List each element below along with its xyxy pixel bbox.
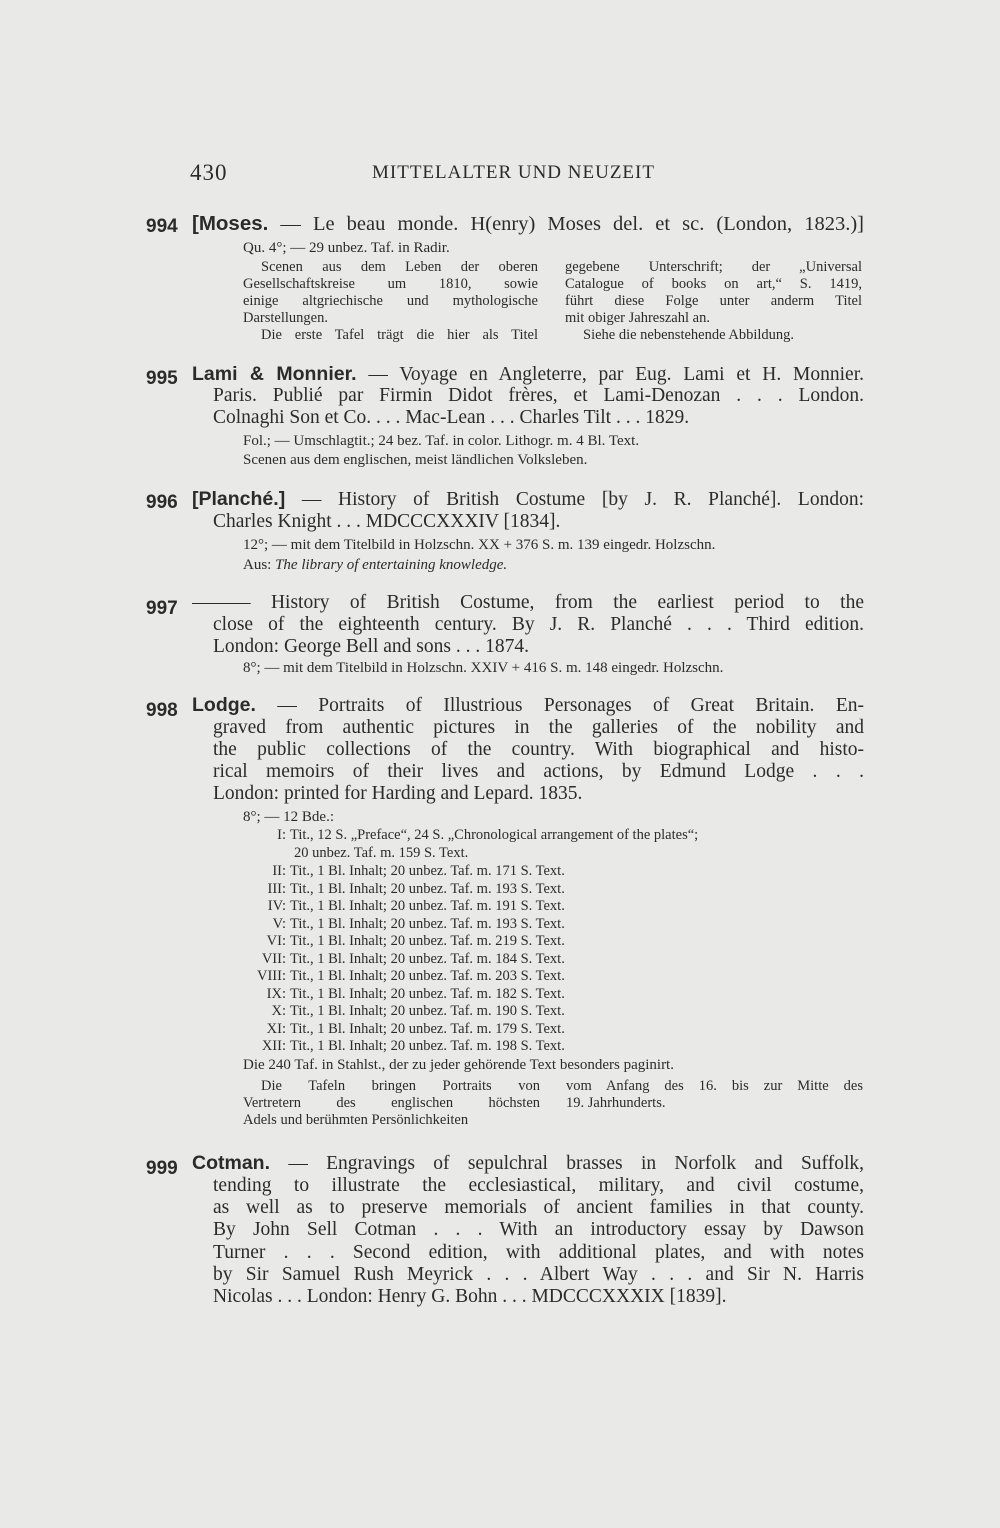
volume-number: X:: [271, 1003, 286, 1019]
title-line: Turner . . . Second edition, with additional plates, and with notes: [213, 1242, 864, 1263]
note-line: Siehe die nebenstehende Abbildung.: [583, 327, 795, 343]
title-line: — Portraits of Illustrious Personages of Great Britain. En-: [255, 695, 864, 716]
volume-text: Tit., 1 Bl. Inhalt; 20 unbez. Taf. m. 193 S. Text.: [290, 915, 565, 932]
volume-number: VII:: [261, 950, 286, 967]
note-left-column: [243, 259, 538, 344]
note-right-column: [565, 259, 862, 344]
title-line: London: George Bell and sons . . . 1874.: [213, 636, 529, 657]
volume-line: [240, 1038, 565, 1055]
title-line: — Engravings of sepulchral brasses in Norfolk and Suffolk,: [270, 1153, 864, 1174]
entry-title: [192, 363, 864, 386]
entry-note: Scenen aus dem englischen, meist ländlichen Volksleben.: [243, 452, 588, 468]
note-line: Catalogue of books on art,“ S. 1419,: [565, 276, 862, 292]
volume-line: [240, 827, 698, 844]
volume-line: [240, 986, 565, 1003]
title-line: by Sir Samuel Rush Meyrick . . . Albert Way . . . and Sir N. Harris: [213, 1264, 864, 1285]
entry-number: 996: [146, 492, 178, 513]
volume-text: Tit., 12 S. „Preface“, 24 S. „Chronological arrangement of the plates“;: [290, 827, 699, 843]
volume-number: VIII:: [257, 968, 286, 984]
entry-title: [192, 694, 864, 717]
title-line: — Voyage en Angleterre, par Eug. Lami et H. Monnier.: [356, 364, 864, 385]
page-number: 430: [190, 160, 228, 185]
entry-author: Lodge.: [192, 694, 256, 716]
volume-text: Tit., 1 Bl. Inhalt; 20 unbez. Taf. m. 190 S. Text.: [290, 1003, 565, 1019]
entry-author: Cotman.: [192, 1152, 270, 1174]
entry-format: 12°; — mit dem Titelbild in Holzschn. XX + 376 S. m. 139 eingedr. Holzschn.: [243, 537, 716, 553]
volume-number: III:: [267, 880, 286, 897]
note-line: einige altgriechische und mythologische: [243, 293, 538, 309]
volume-number: VI:: [266, 933, 286, 949]
title-line: rical memoirs of their lives and actions, by Edmund Lodge . . .: [213, 761, 864, 782]
title-line: Charles Knight . . . MDCCCXXXIV [1834].: [213, 511, 561, 532]
note-line: Darstellungen.: [243, 310, 328, 326]
source-prefix: Aus:: [243, 557, 276, 573]
entry-format: 8°; — 12 Bde.:: [243, 809, 334, 825]
entry-title: [192, 488, 864, 511]
volume-text: Tit., 1 Bl. Inhalt; 20 unbez. Taf. m. 182 S. Text.: [290, 985, 565, 1002]
entry-number: 999: [146, 1158, 178, 1179]
volume-number: IX:: [266, 985, 286, 1002]
title-line: — Le beau monde. H(enry) Moses del. et sc. (London, 1823.)]: [268, 213, 864, 235]
note-line: führt diese Folge unter anderm Titel: [565, 293, 862, 309]
volume-line: [240, 951, 565, 968]
entry-number: 997: [146, 598, 178, 619]
volume-text: Tit., 1 Bl. Inhalt; 20 unbez. Taf. m. 198 S. Text.: [290, 1038, 565, 1054]
title-line: graved from authentic pictures in the galleries of the nobility and: [213, 717, 864, 738]
source-title: The library of entertaining knowledge.: [275, 557, 508, 573]
note-right-column: [566, 1078, 863, 1112]
entry-title: [192, 1152, 864, 1175]
volume-line: [240, 863, 565, 880]
entry-author: [Moses.: [192, 212, 269, 235]
volume-line: [240, 1003, 565, 1020]
volume-number: V:: [272, 915, 286, 932]
note-line: Adels und berühmten Persönlichkeiten: [243, 1112, 469, 1128]
title-line: as well as to preserve memorials of ancient families in that county.: [213, 1197, 864, 1218]
volume-line: [240, 898, 565, 915]
volume-number: IV:: [267, 898, 286, 914]
volume-number: XII:: [261, 1038, 286, 1054]
volume-number: I:: [277, 827, 286, 843]
note-line: Die erste Tafel trägt die hier als Titel: [261, 327, 538, 343]
note-line: gegebene Unterschrift; der „Universal: [565, 259, 862, 275]
title-line: ——— History of British Costume, from the earliest period to the: [192, 592, 864, 613]
volume-line-continued: 20 unbez. Taf. m. 159 S. Text.: [294, 845, 469, 861]
entry-number: 994: [146, 216, 178, 237]
entry-format: 8°; — mit dem Titelbild in Holzschn. XXIV + 416 S. m. 148 eingedr. Holzschn.: [243, 660, 724, 676]
entry-format: Qu. 4°; — 29 unbez. Taf. in Radir.: [243, 240, 450, 256]
page-header: [190, 160, 865, 190]
entry-source: [243, 557, 507, 574]
entry-number: 995: [146, 368, 178, 389]
title-line: By John Sell Cotman . . . With an introductory essay by Dawson: [213, 1219, 864, 1240]
volume-line: [240, 1021, 565, 1038]
volume-line: [240, 916, 565, 933]
note-line: Gesellschaftskreise um 1810, sowie: [243, 276, 538, 292]
entry-note: Die 240 Taf. in Stahlst., der zu jeder gehörende Text besonders paginirt.: [243, 1057, 674, 1073]
title-line: Nicolas . . . London: Henry G. Bohn . . . MDCCCXXXIX [1839].: [213, 1286, 727, 1307]
note-left-column: [243, 1078, 540, 1129]
volume-line: [240, 968, 565, 985]
note-line: 19. Jahrhunderts.: [566, 1095, 666, 1111]
note-line: Vertretern des englischen höchsten: [243, 1095, 540, 1111]
volume-text: Tit., 1 Bl. Inhalt; 20 unbez. Taf. m. 193 S. Text.: [290, 880, 565, 897]
title-line: close of the eighteenth century. By J. R. Planché . . . Third edition.: [213, 614, 864, 635]
note-line: mit obiger Jahreszahl an.: [565, 310, 710, 326]
entry-format: Fol.; — Umschlagtit.; 24 bez. Taf. in color. Lithogr. m. 4 Bl. Text.: [243, 433, 640, 449]
note-line: Scenen aus dem Leben der oberen: [261, 259, 538, 275]
title-line: the public collections of the country. With biographical and histo-: [213, 739, 864, 760]
entry-title: [192, 212, 864, 236]
running-title: MITTELALTER UND NEUZEIT: [372, 162, 655, 183]
title-line: — History of British Costume [by J. R. Planché]. London:: [285, 489, 864, 510]
note-line: vom Anfang des 16. bis zur Mitte des: [566, 1078, 863, 1094]
volume-line: [240, 933, 565, 950]
title-line: Paris. Publié par Firmin Didot frères, et Lami-Denozan . . . London.: [213, 385, 864, 406]
entry-author: [Planché.]: [192, 488, 286, 510]
title-line: London: printed for Harding and Lepard. 1835.: [213, 783, 583, 804]
volume-text: Tit., 1 Bl. Inhalt; 20 unbez. Taf. m. 203 S. Text.: [290, 968, 565, 984]
title-line: Colnaghi Son et Co. . . . Mac-Lean . . . Charles Tilt . . . 1829.: [213, 407, 690, 428]
volume-text: Tit., 1 Bl. Inhalt; 20 unbez. Taf. m. 179 S. Text.: [290, 1020, 565, 1037]
volume-text: Tit., 1 Bl. Inhalt; 20 unbez. Taf. m. 191 S. Text.: [290, 898, 565, 914]
volume-number: II:: [272, 863, 286, 879]
entry-author: Lami & Monnier.: [192, 363, 357, 385]
entry-number: 998: [146, 700, 178, 721]
note-line: Die Tafeln bringen Portraits von: [261, 1078, 540, 1094]
volume-text: Tit., 1 Bl. Inhalt; 20 unbez. Taf. m. 184 S. Text.: [290, 950, 565, 967]
volume-text: Tit., 1 Bl. Inhalt; 20 unbez. Taf. m. 171 S. Text.: [290, 863, 565, 879]
volume-number: XI:: [266, 1020, 286, 1037]
title-line: tending to illustrate the ecclesiastical, military, and civil costume,: [213, 1175, 864, 1196]
volume-line: [240, 881, 565, 898]
volume-text: Tit., 1 Bl. Inhalt; 20 unbez. Taf. m. 219 S. Text.: [290, 933, 565, 949]
